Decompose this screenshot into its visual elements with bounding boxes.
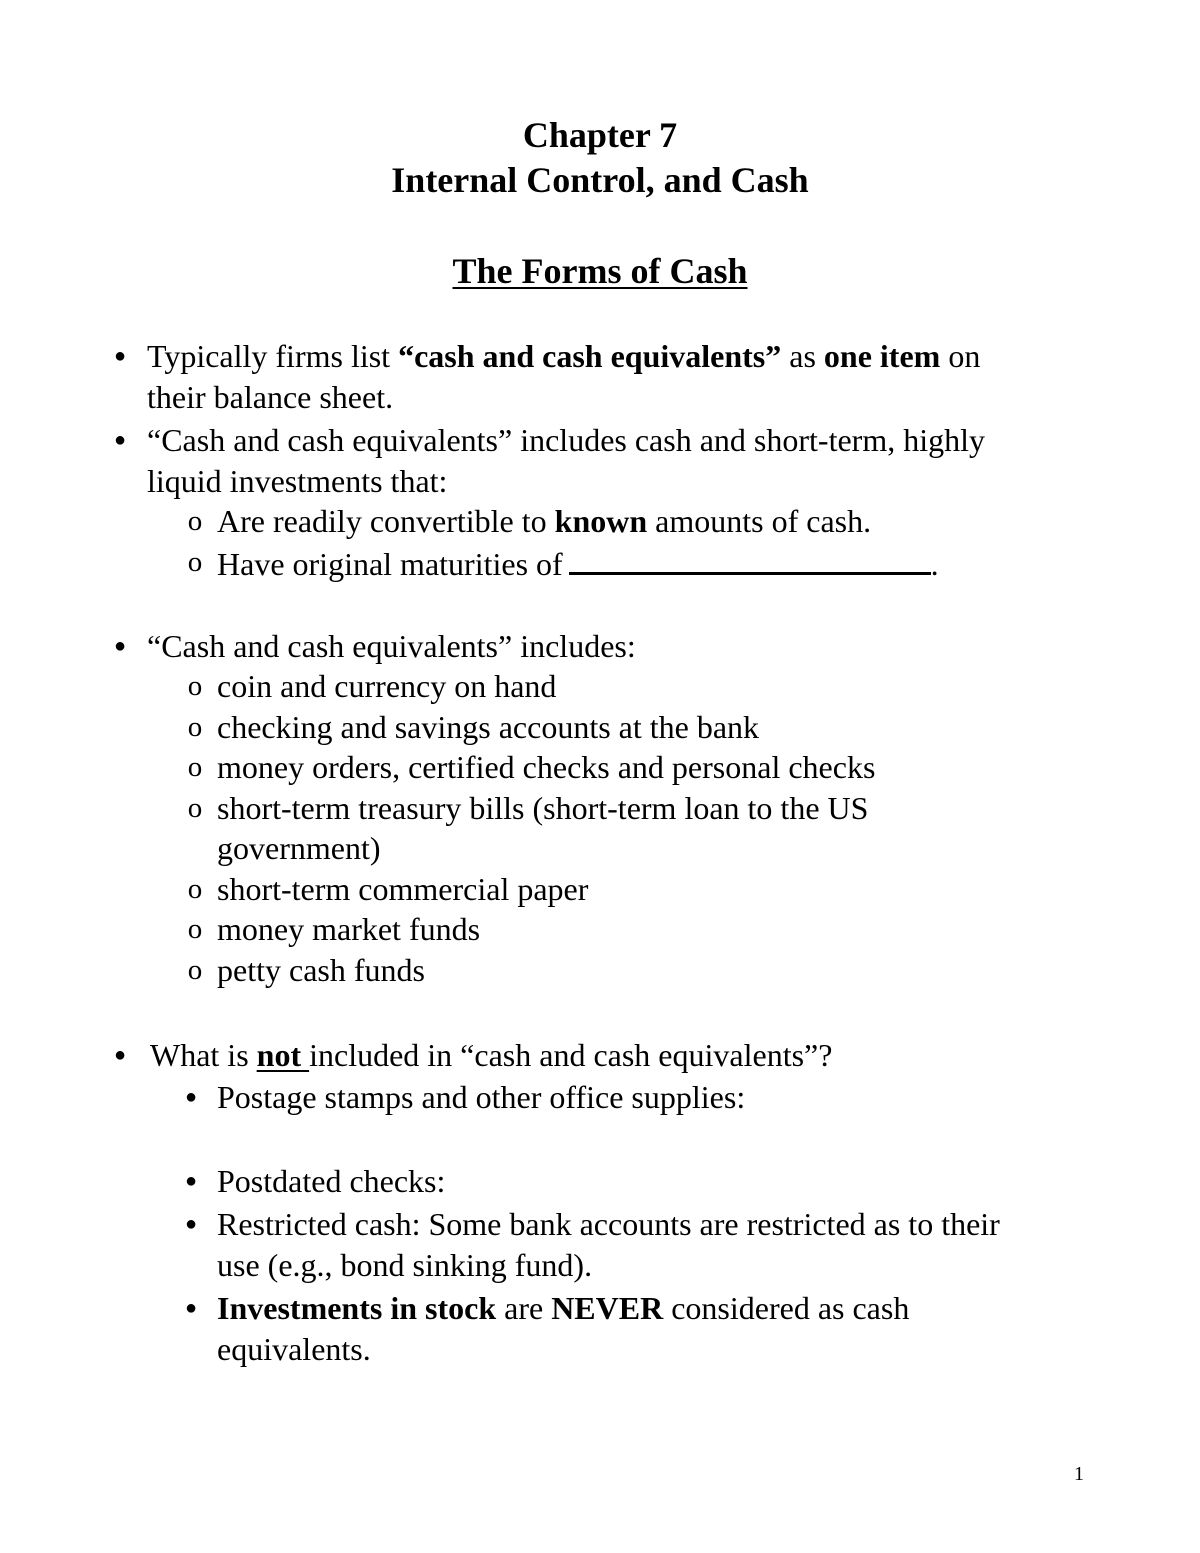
sub-bullet-text: petty cash funds: [217, 952, 425, 988]
sub-bullet-icon: o: [187, 954, 203, 986]
sub-bullet-text: use (e.g., bond sinking fund).: [217, 1247, 593, 1283]
sub-bullet-text: checking and savings accounts at the bank: [217, 709, 760, 745]
text-run: Are readily convertible to: [217, 503, 555, 539]
sub-bullet-icon: o: [187, 792, 203, 824]
bullet-text-line: [147, 336, 980, 376]
bullet-text-line: liquid investments that:: [147, 463, 448, 499]
page-number: 1: [1074, 1463, 1084, 1485]
text-run: Typically firms list: [147, 338, 399, 374]
text-run: included in “cash and cash equivalents”?: [309, 1037, 833, 1073]
sub-bullet-text: government): [217, 830, 381, 866]
fill-in-blank: [569, 542, 931, 575]
sub-bullet-text: equivalents.: [217, 1331, 371, 1367]
sub-bullet-text: Postdated checks:: [217, 1163, 446, 1199]
sub-bullet-text: [217, 501, 871, 541]
sub-bullet-text: money orders, certified checks and personal checks: [217, 749, 876, 785]
bullet-icon: ●: [113, 1044, 127, 1066]
sub-bullet-icon: o: [187, 913, 203, 945]
sub-bullet-icon: o: [187, 751, 203, 783]
bullet-icon: ●: [113, 429, 127, 451]
chapter-heading: Chapter 7: [522, 115, 678, 155]
sub-bullet-text: short-term commercial paper: [217, 871, 589, 907]
sub-bullet-icon: o: [187, 505, 203, 537]
bullet-icon: ●: [113, 635, 127, 657]
bullet-text-line: their balance sheet.: [147, 379, 394, 415]
text-run: considered as cash: [663, 1290, 910, 1326]
bold-text: known: [554, 503, 648, 539]
bold-text: NEVER: [551, 1290, 664, 1326]
sub-bullet-text: Restricted cash: Some bank accounts are restricted as to their: [217, 1206, 1000, 1242]
bullet-icon: ●: [113, 345, 127, 367]
sub-bullet-text: coin and currency on hand: [217, 668, 557, 704]
sub-bullet-text: [217, 542, 939, 584]
sub-bullet-text: money market funds: [217, 911, 481, 947]
bold-text: “cash and cash equivalents”: [398, 338, 782, 374]
underlined-bold-text: not: [256, 1037, 310, 1073]
sub-bullet-text: Postage stamps and other office supplies:: [217, 1079, 746, 1115]
bullet-icon: ●: [184, 1297, 198, 1319]
text-run: Have original maturities of: [217, 546, 563, 582]
sub-bullet-icon: o: [187, 670, 203, 702]
bold-text: one item: [823, 338, 941, 374]
bullet-text-line: “Cash and cash equivalents” includes:: [147, 628, 636, 664]
text-run: What is: [150, 1037, 257, 1073]
bullet-icon: ●: [184, 1213, 198, 1235]
chapter-title: Internal Control, and Cash: [391, 160, 809, 200]
sub-bullet-icon: o: [187, 873, 203, 905]
bullet-text-line: [150, 1035, 832, 1075]
sub-bullet-icon: o: [187, 546, 203, 578]
text-run: .: [930, 546, 939, 582]
text-run: amounts of cash.: [647, 503, 872, 539]
sub-bullet-text: [217, 1288, 909, 1328]
section-title: [0, 249, 1200, 293]
bullet-text-line: “Cash and cash equivalents” includes cash and short-term, highly: [147, 422, 985, 458]
bullet-icon: ●: [184, 1170, 198, 1192]
bold-text: Investments in stock: [217, 1290, 497, 1326]
section-title-text: The Forms of Cash: [452, 251, 748, 291]
text-run: on: [940, 338, 981, 374]
text-run: are: [496, 1290, 552, 1326]
sub-bullet-text: short-term treasury bills (short-term loan to the US: [217, 790, 869, 826]
text-run: as: [781, 338, 824, 374]
sub-bullet-icon: o: [187, 711, 203, 743]
bullet-icon: ●: [184, 1086, 198, 1108]
